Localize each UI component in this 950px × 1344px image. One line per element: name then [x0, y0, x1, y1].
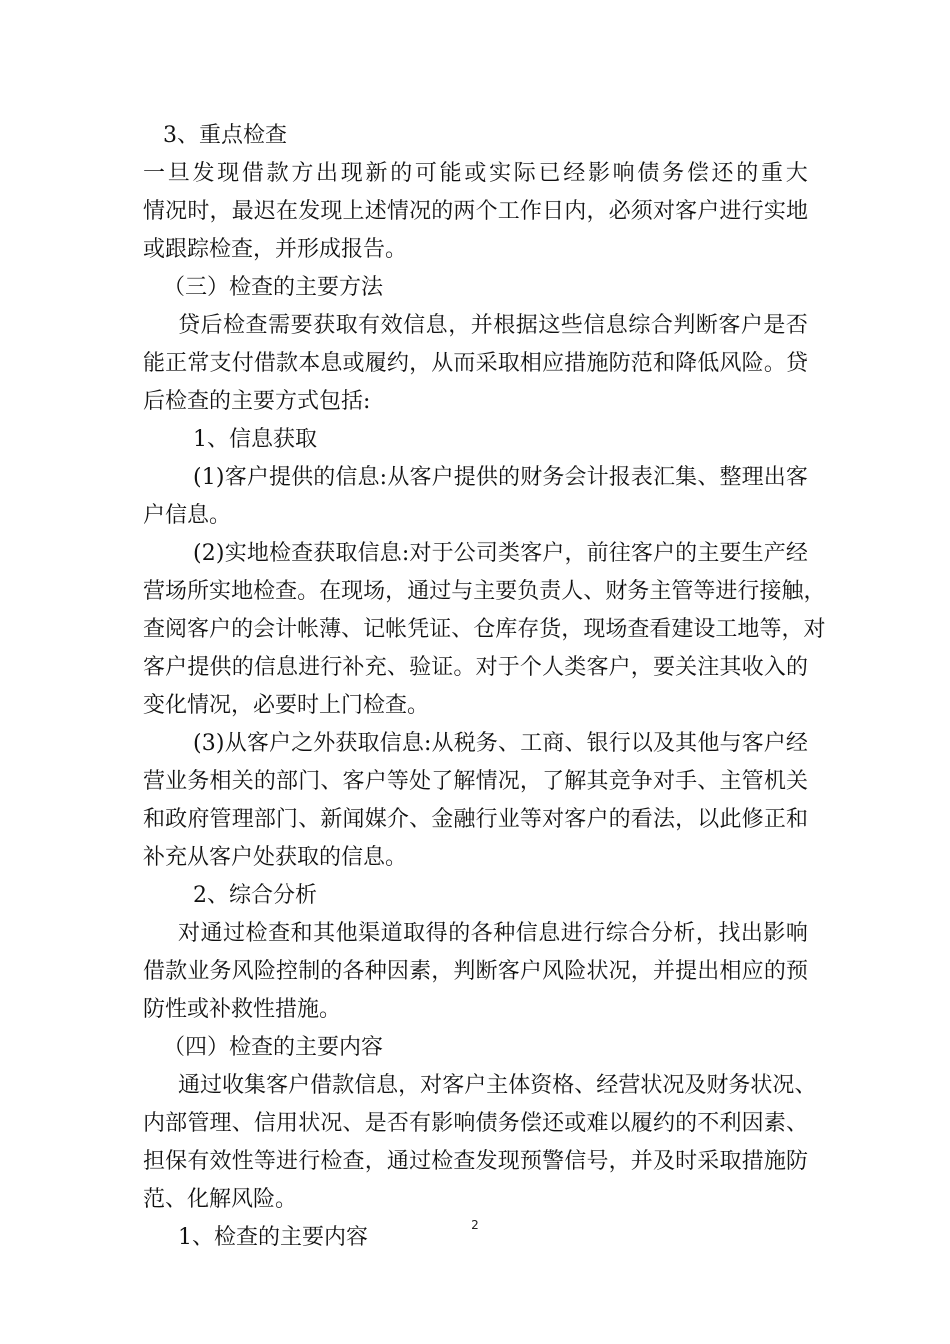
text-line: 借 款 业 务 风 险 控 制 的 各 种 因 素 ， 判 断 客 户 风 险 状 况 ， 并 提 出 相 应 的 预 — [143, 959, 808, 984]
text-line: 内 部 管 理 、 信 用 状 况 、 是 否 有 影 响 债 务 偿 还 或 难 以 履 约 的 不 利 因 素 、 — [143, 1111, 808, 1136]
document-body — [143, 117, 826, 1257]
text-line: 或跟踪检查，并形成报告。 — [143, 237, 408, 262]
text-line: 1、检查的主要内容 — [178, 1225, 368, 1250]
text-line: 对 通 过 检 查 和 其 他 渠 道 取 得 的 各 种 信 息 进 行 综 合 分 析 ， 找 出 影 响 — [178, 921, 808, 946]
text-line: 担 保 有 效 性 等 进 行 检 查 ， 通 过 检 查 发 现 预 警 信 号 ， 并 及 时 采 取 措 施 防 — [143, 1149, 808, 1174]
text-line: 户信息。 — [143, 503, 232, 528]
text-line: （四）检查的主要内容 — [163, 1035, 384, 1060]
text-line: 和 政 府 管 理 部 门 、 新 闻 媒 介 、 金 融 行 业 等 对 客 户 的 看 法 ， 以 此 修 正 和 — [143, 807, 808, 832]
text-line: 通 过 收 集 客 户 借 款 信 息 ， 对 客 户 主 体 资 格 、 经 营 状 况 及 财 务 状 况 、 — [178, 1073, 817, 1098]
text-line: 一 旦 发 现 借 款 方 出 现 新 的 可 能 或 实 际 已 经 影 响 债 务 偿 还 的 重 大 — [143, 161, 808, 186]
text-line: 变化情况，必要时上门检查。 — [143, 693, 430, 718]
text-line: 查 阅 客 户 的 会 计 帐 薄 、 记 帐 凭 证 、 仓 库 存 货 ， 现 场 查 看 建 设 工 地 等 ， 对 — [143, 617, 826, 642]
text-line: 情 况 时 ， 最 迟 在 发 现 上 述 情 况 的 两 个 工 作 日 内 ， 必 须 对 客 户 进 行 实 地 — [143, 199, 808, 224]
text-line: 营 业 务 相 关 的 部 门 、 客 户 等 处 了 解 情 况 ， 了 解 其 竞 争 对 手 、 主 管 机 关 — [143, 769, 808, 794]
text-line: 2、综合分析 — [193, 883, 317, 908]
text-line: 能 正 常 支 付 借 款 本 息 或 履 约 ， 从 而 采 取 相 应 措 施 防 范 和 降 低 风 险 。 贷 — [143, 351, 808, 376]
text-line: 3、重点检查 — [163, 123, 287, 148]
text-line: 防性或补救性措施。 — [143, 997, 342, 1022]
text-line: 范、化解风险。 — [143, 1187, 298, 1212]
page-number: 2 — [471, 1218, 479, 1232]
text-line: （三）检查的主要方法 — [163, 275, 384, 300]
text-line: 营 场 所 实 地 检 查 。 在 现 场 ， 通 过 与 主 要 负 责 人 、 财 务 主 管 等 进 行 接 触 ， — [143, 579, 826, 604]
text-line: ( 2 ) 实 地 检 查 获 取 信 息 : 对 于 公 司 类 客 户 ， 前 往 客 户 的 主 要 生 产 经 — [193, 541, 808, 566]
text-line: 补充从客户处获取的信息。 — [143, 845, 408, 870]
text-line: ( 1 ) 客 户 提 供 的 信 息 : 从 客 户 提 供 的 财 务 会 计 报 表 汇 集 、 整 理 出 客 — [193, 465, 808, 490]
text-line: 客 户 提 供 的 信 息 进 行 补 充 、 验 证 。 对 于 个 人 类 客 户 ， 要 关 注 其 收 入 的 — [143, 655, 808, 680]
text-line: 贷 后 检 查 需 要 获 取 有 效 信 息 ， 并 根 据 这 些 信 息 综 合 判 断 客 户 是 否 — [178, 313, 808, 338]
text-line: 1、信息获取 — [193, 427, 317, 452]
text-line: ( 3 ) 从 客 户 之 外 获 取 信 息 : 从 税 务 、 工 商 、 银 行 以 及 其 他 与 客 户 经 — [193, 731, 808, 756]
text-line: 后检查的主要方式包括: — [143, 389, 371, 414]
